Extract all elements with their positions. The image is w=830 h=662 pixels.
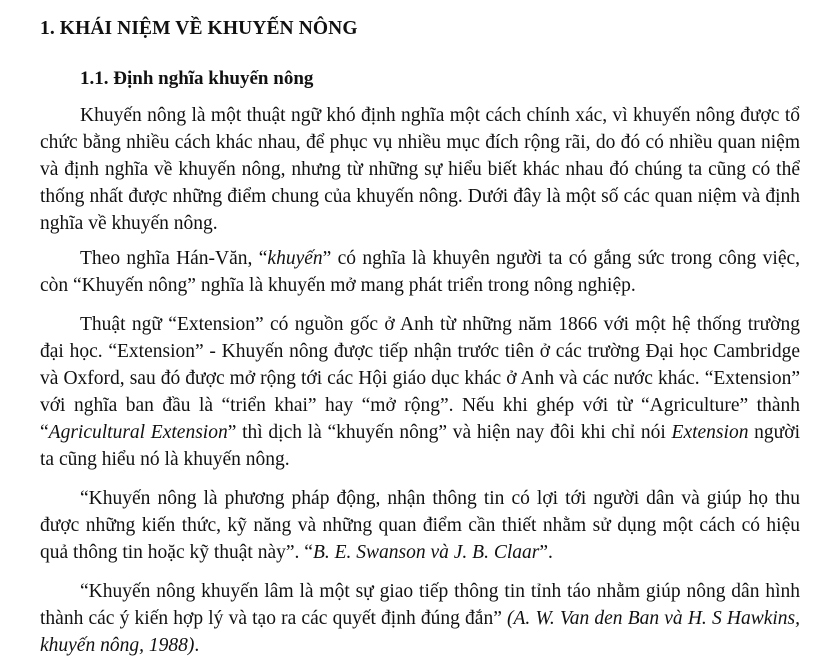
text-run: “Khuyến nông là phương pháp động, nhận thông tin có lợi tới người dân và giúp họ thu được những kiến thức, kỹ năng và những quan điểm cần thiết nhằm sử dụng một cách có hiệu quả thông tin hoặc kỹ thuật này”. “ bbox=[40, 488, 800, 563]
italic-citation: (A. W. Van den Ban và H. S Hawkins, khuyến nông, 1988) bbox=[40, 608, 801, 656]
text-run: người ta cũng hiểu nó là khuyến nông. bbox=[40, 422, 800, 470]
italic-term: khuyến bbox=[267, 248, 323, 269]
text-run: ” có nghĩa là khuyên người ta có gắng sức trong công việc, còn “Khuyến nông” nghĩa là khuyến mở mang phát triển trong nông nghiệp. bbox=[40, 248, 801, 296]
italic-term: Extension bbox=[671, 422, 749, 443]
paragraph-van-den-ban-quote bbox=[40, 578, 800, 659]
text-run: Theo nghĩa Hán-Văn, “ bbox=[80, 248, 268, 269]
paragraph-text: Khuyến nông là một thuật ngữ khó định nghĩa một cách chính xác, vì khuyến nông được tổ chức bằng nhiều cách khác nhau, để phục vụ nhiều mục đích rộng rãi, do đó có nhiều quan niệm và định nghĩa về khuyến nông, nhưng từ những sự hiểu biết khác nhau đó chúng ta cũng có thể thống nhất được những điểm chung của khuyến nông. Dưới đây là một số các quan niệm và định nghĩa về khuyến nông. bbox=[40, 105, 800, 234]
text-run: Thuật ngữ “Extension” có nguồn gốc ở Anh từ những năm 1866 với một hệ thống trường đại học. “Extension” - Khuyến nông được tiếp nhận trước tiên ở các trường Đại học Cambridge và Oxford, sau đó được mở rộng tới các Hội giáo dục khác ở Anh và các nước khác. “Extension” với nghĩa ban đầu là “triển khai” hay “mở rộng”. Nếu khi ghép với từ “Agriculture” thành “ bbox=[40, 314, 800, 443]
subsection-heading: 1.1. Định nghĩa khuyến nông bbox=[80, 68, 314, 89]
paragraph-definition-intro bbox=[40, 102, 800, 237]
italic-term: Agricultural Extension bbox=[48, 422, 228, 443]
text-run: ” thì dịch là “khuyến nông” và hiện nay đôi khi chỉ nói bbox=[227, 422, 672, 443]
text-run: . bbox=[194, 635, 200, 656]
text-run: “Khuyến nông khuyến lâm là một sự giao tiếp thông tin tỉnh táo nhằm giúp nông dân hình thành các ý kiến hợp lý và tạo ra các quyết định đúng đắn” bbox=[40, 581, 800, 629]
paragraph-han-van bbox=[40, 245, 800, 299]
text-run: ”. bbox=[539, 542, 553, 563]
paragraph-swanson-quote bbox=[40, 485, 800, 566]
section-heading: 1. KHÁI NIỆM VỀ KHUYẾN NÔNG bbox=[40, 18, 358, 39]
italic-citation: B. E. Swanson và J. B. Claar bbox=[312, 542, 540, 563]
paragraph-extension-origin bbox=[40, 311, 800, 473]
